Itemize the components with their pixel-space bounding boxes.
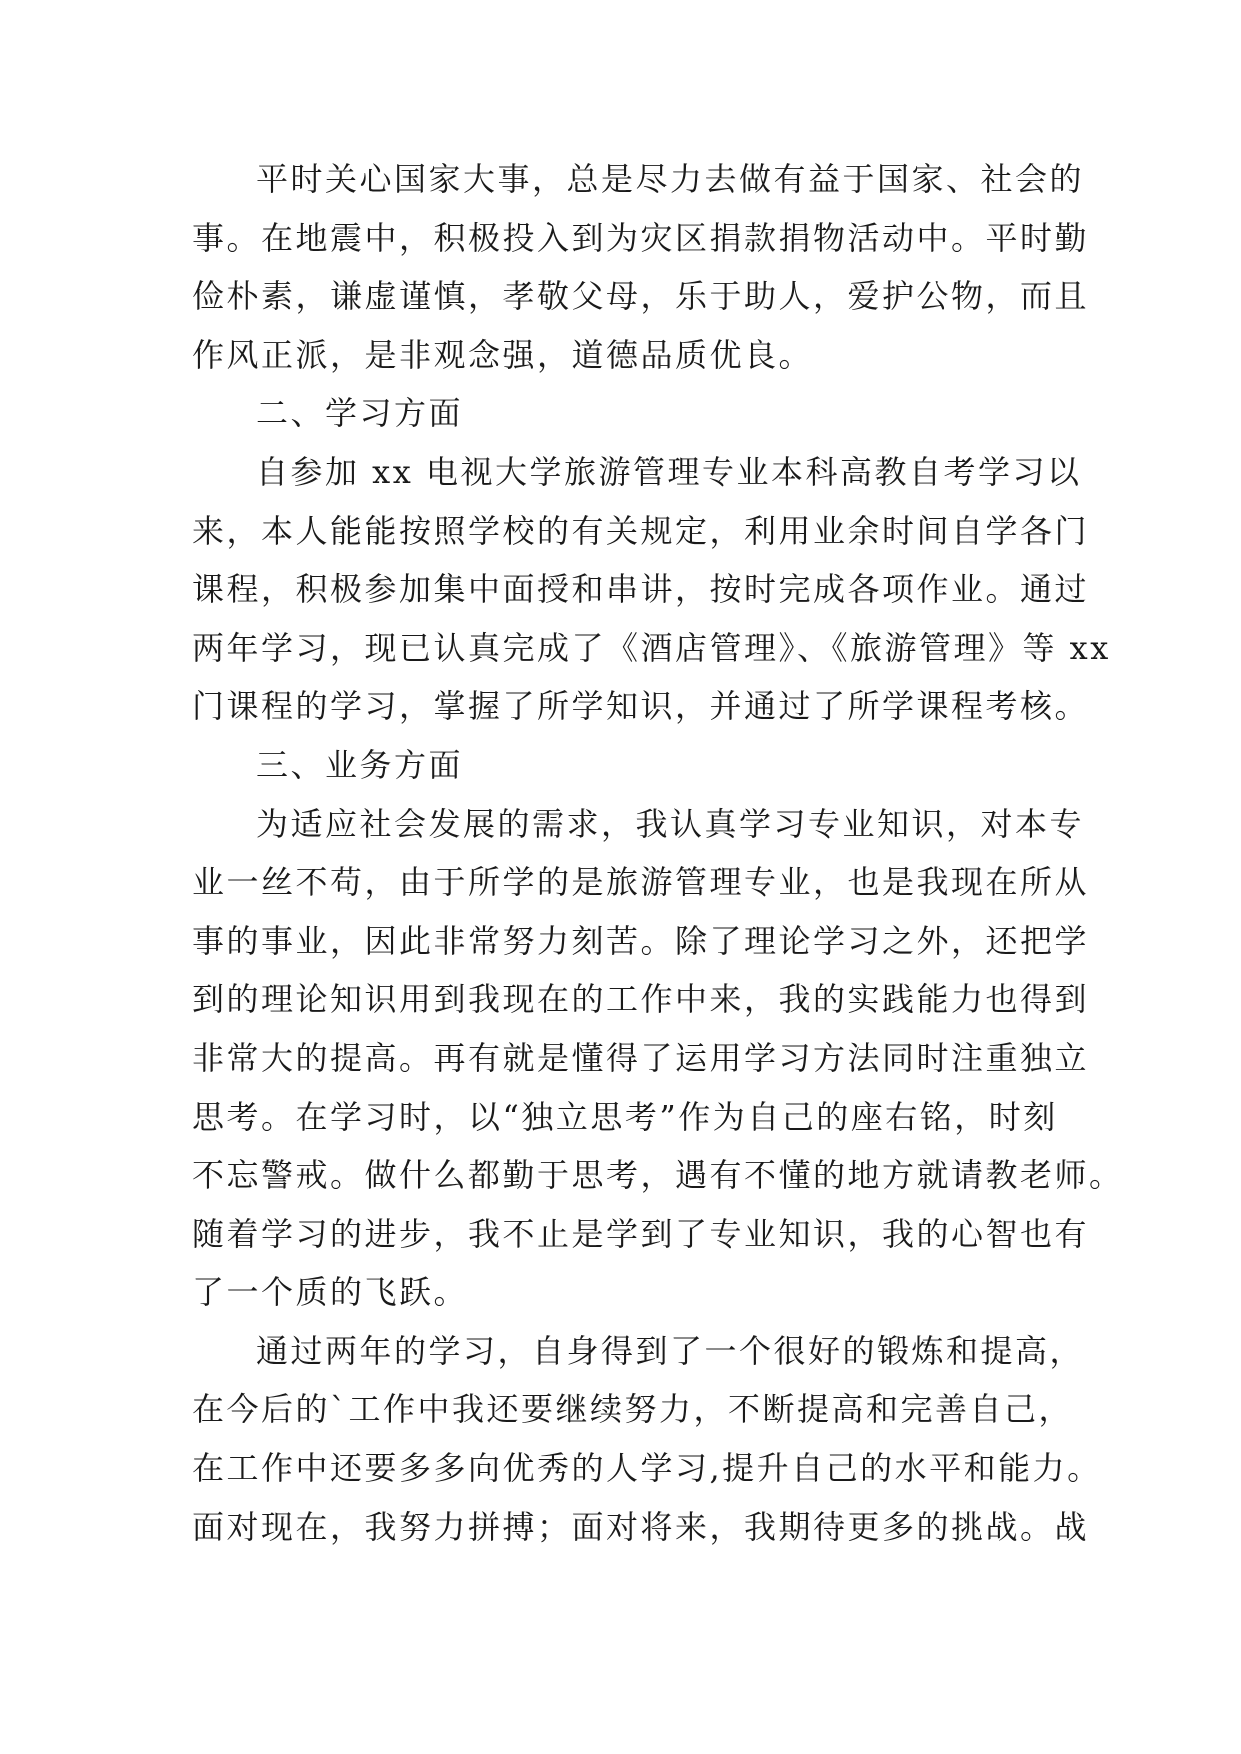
text-line: 非常大的提高。再有就是懂得了运用学习方法同时注重独立 — [192, 1038, 1090, 1077]
text-line: 两年学习，现已认真完成了《酒店管理》、《旅游管理》等 xx — [192, 628, 1111, 667]
text-line: 事。在地震中，积极投入到为灾区捐款捐物活动中。平时勤 — [192, 218, 1090, 257]
text-line: 不忘警戒。做什么都勤于思考，遇有不懂的地方就请教老师。 — [192, 1156, 1124, 1195]
text-line: 随着学习的进步，我不止是学到了专业知识，我的心智也有 — [192, 1214, 1090, 1253]
text-line: 作风正派，是非观念强，道德品质优良。 — [192, 335, 814, 374]
text-line: 在工作中还要多多向优秀的人学习,提升自己的水平和能力。 — [192, 1449, 1102, 1488]
text-line: 到的理论知识用到我现在的工作中来，我的实践能力也得到 — [192, 980, 1090, 1019]
text-line: 门课程的学习，掌握了所学知识，并通过了所学课程考核。 — [192, 687, 1090, 726]
text-line: 事的事业，因此非常努力刻苦。除了理论学习之外，还把学 — [192, 921, 1090, 960]
text-line: 业一丝不苟，由于所学的是旅游管理专业，也是我现在所从 — [192, 863, 1090, 902]
text-line: 通过两年的学习，自身得到了一个很好的锻炼和提高， — [256, 1331, 1085, 1370]
text-line: 俭朴素，谦虚谨慎，孝敬父母，乐于助人，爱护公物，而且 — [192, 277, 1090, 316]
section-heading-business: 三、业务方面 — [256, 745, 464, 784]
text-line: 了一个质的飞跃。 — [192, 1273, 469, 1312]
text-line: 思考。在学习时，以“独立思考”作为自己的座右铭，时刻 — [192, 1097, 1058, 1136]
text-line: 来，本人能能按照学校的有关规定，利用业余时间自学各门 — [192, 511, 1090, 550]
text-line: 面对现在，我努力拼搏；面对将来，我期待更多的挑战。战 — [192, 1507, 1090, 1546]
text-line: 平时关心国家大事，总是尽力去做有益于国家、社会的 — [256, 160, 1085, 198]
text-line: 课程，积极参加集中面授和串讲，按时完成各项作业。通过 — [192, 570, 1090, 609]
text-line: 为适应社会发展的需求，我认真学习专业知识，对本专 — [256, 804, 1085, 843]
text-line: 自参加 xx 电视大学旅游管理专业本科高教自考学习以 — [256, 452, 1082, 491]
section-heading-study: 二、学习方面 — [256, 394, 464, 433]
document-body — [192, 150, 1124, 1556]
text-line: 在今后的`工作中我还要继续努力，不断提高和完善自己， — [192, 1390, 1074, 1429]
